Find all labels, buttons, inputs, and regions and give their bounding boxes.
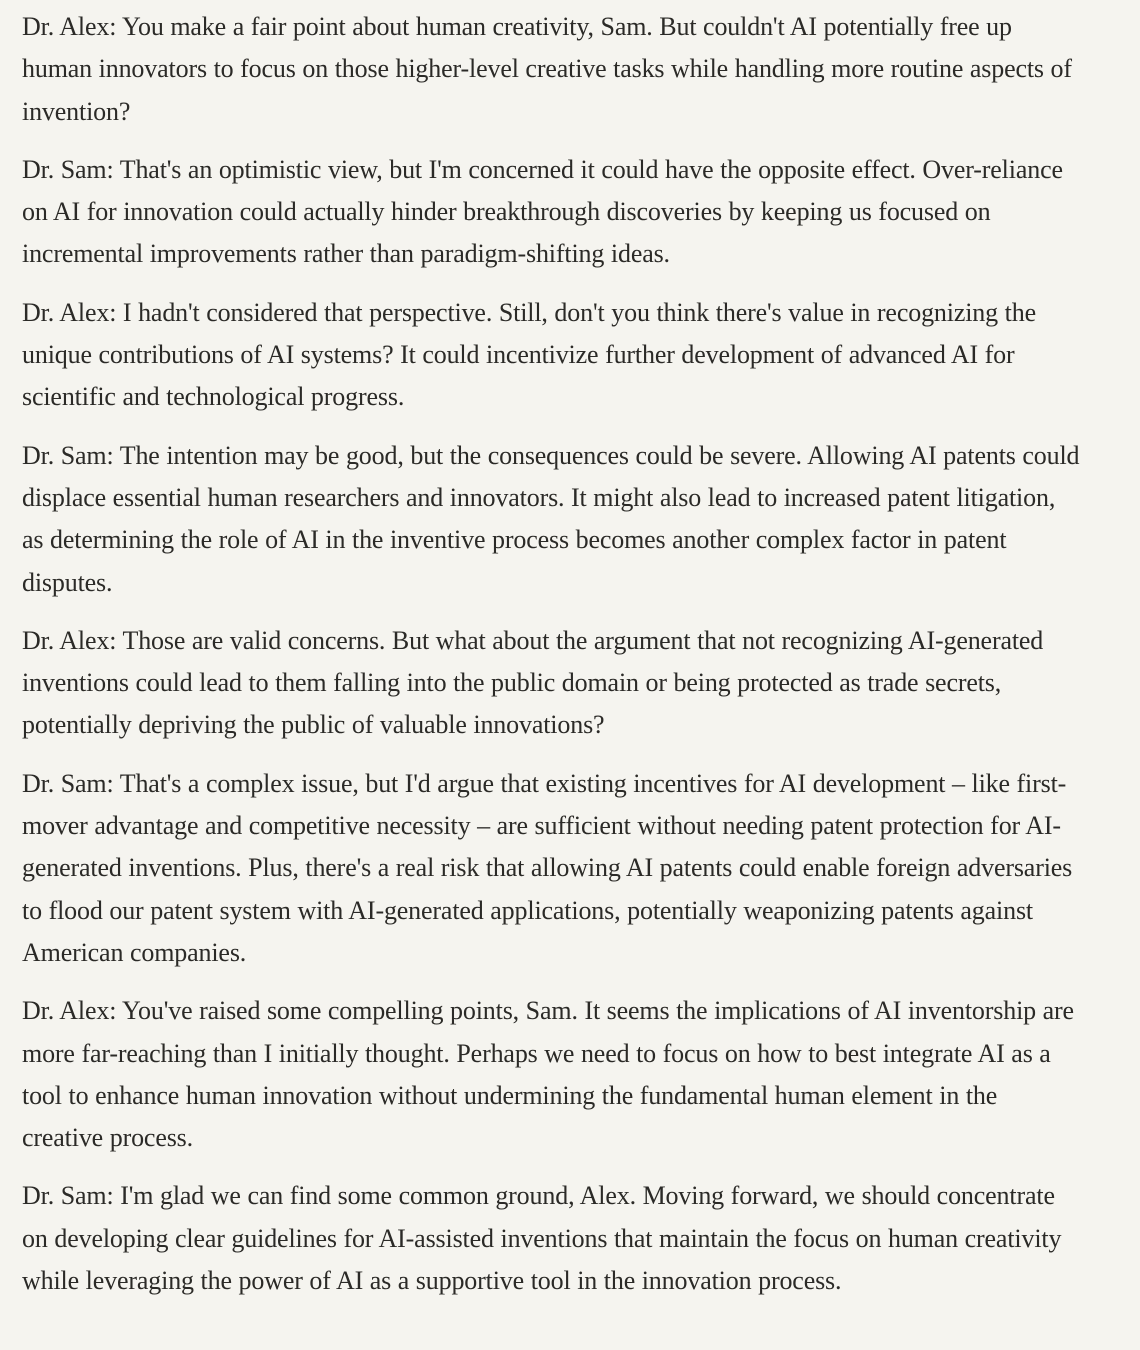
dialogue-paragraph-sam-3: Dr. Sam: That's a complex issue, but I'd argue that existing incentives for AI development – like first-mover advantage and competitive necessity – are sufficient without needing patent protection for AI-generated inventions. Plus, there's a real risk that allowing AI patents could enable foreign adversaries to flood our patent system with AI-generated applications, potentially weaponizing patents against American companies. (22, 768, 1073, 967)
dialogue-paragraph-sam-1: Dr. Sam: That's an optimistic view, but I'm concerned it could have the opposite effect. Over-reliance on AI for innovation could actually hinder breakthrough discoveries by keeping us focused on incremental improvements rather than paradigm-shifting ideas. (22, 154, 1063, 269)
dialogue-paragraph-alex-2: Dr. Alex: I hadn't considered that perspective. Still, don't you think there's value in recognizing the unique contributions of AI systems? It could incentivize further development of advanced AI for scientific and technological progress. (22, 297, 1036, 412)
dialogue-paragraph-alex-3: Dr. Alex: Those are valid concerns. But what about the argument that not recognizing AI-generated inventions could lead to them falling into the public domain or being protected as trade secrets, potentially depriving the public of valuable innovations? (22, 625, 1044, 740)
dialogue-paragraph-alex-1: Dr. Alex: You make a fair point about human creativity, Sam. But couldn't AI potentially free up human innovators to focus on those higher-level creative tasks while handling more routine aspects of invention? (22, 12, 1072, 126)
dialogue-paragraph-sam-2: Dr. Sam: The intention may be good, but the consequences could be severe. Allowing AI patents could displace essential human researchers and innovators. It might also lead to increased patent litigation, as determining the role of AI in the inventive process becomes another complex factor in patent disputes. (22, 440, 1080, 597)
dialogue-paragraph-alex-4: Dr. Alex: You've raised some compelling points, Sam. It seems the implications of AI inventorship are more far-reaching than I initially thought. Perhaps we need to focus on how to best integrate AI as a tool to enhance human innovation without undermining the fundamental human element in the creative process. (22, 996, 1074, 1153)
dialogue-paragraph-sam-4: Dr. Sam: I'm glad we can find some common ground, Alex. Moving forward, we should concentrate on developing clear guidelines for AI-assisted inventions that maintain the focus on human creativity while leveraging the power of AI as a supportive tool in the innovation process. (22, 1181, 1062, 1296)
